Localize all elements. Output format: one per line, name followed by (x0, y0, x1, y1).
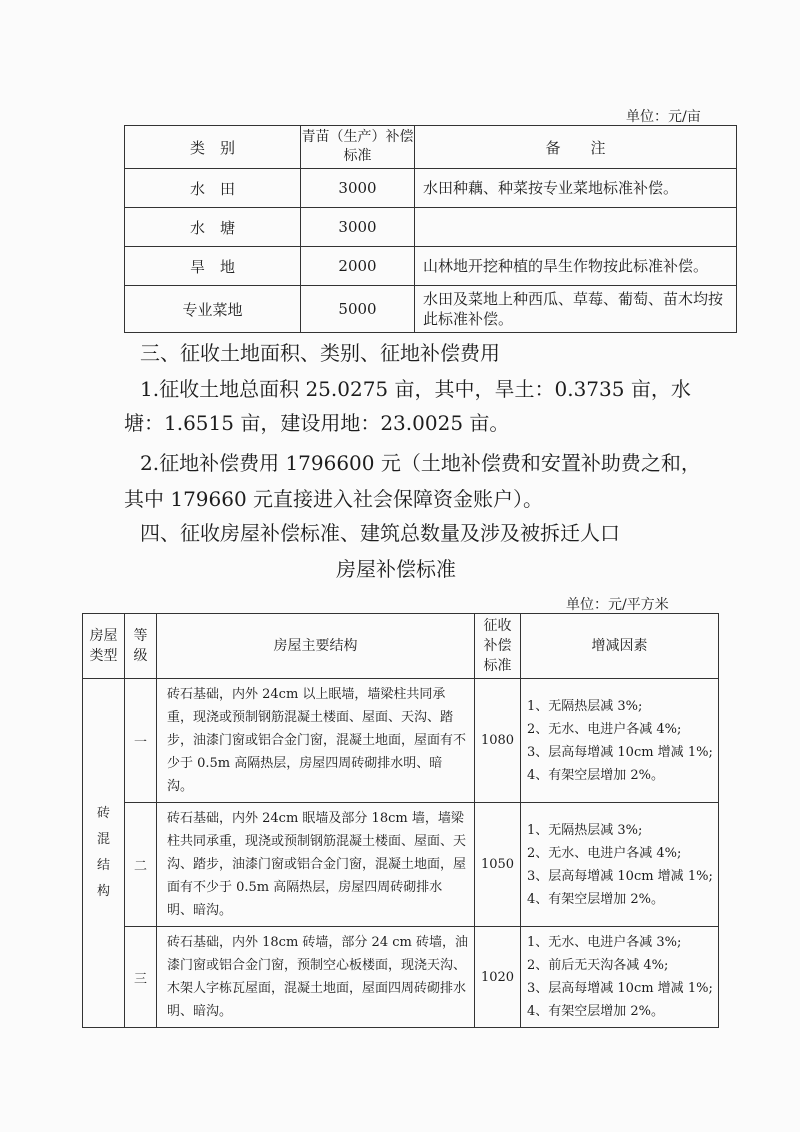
table-row (83, 927, 719, 1028)
unit-label-house: 单位：元/平方米 (566, 597, 669, 613)
factor-item: 1、无隔热层减 3%; (527, 822, 643, 838)
header-type: 类 别 (125, 126, 301, 169)
category-cell: 砖混结构 (83, 679, 125, 1028)
header-structure: 房屋主要结构 (157, 614, 475, 679)
land-compensation-table (124, 125, 737, 333)
cell-structure: 砖石基础，内外 18cm 砖墙，部分 24 cm 砖墙，油漆门窗或铝合金门窗，预制空心板楼面，现浇天沟、木架人字栋瓦屋面，混凝土地面，屋面四周砖砌排水明、暗沟。 (157, 927, 475, 1028)
factor-item: 2、无水、电进户各减 4%; (527, 845, 682, 861)
factor-item: 3、层高每增减 10cm 增减 1%; (527, 744, 713, 760)
cell-grade: 二 (125, 803, 157, 927)
header-factors: 增减因素 (521, 614, 719, 679)
paragraph-1-line-2: 塘：1.6515 亩，建设用地：23.0025 亩。 (124, 411, 510, 435)
header-note: 备 注 (415, 126, 737, 169)
cell-note: 水田种藕、种菜按专业菜地标准补偿。 (415, 169, 737, 208)
cell-standard: 5000 (301, 286, 415, 333)
factor-item: 4、有架空层增加 2%。 (527, 767, 665, 783)
factor-item: 1、无隔热层减 3%; (527, 698, 643, 714)
table-row (125, 169, 737, 208)
factor-item: 3、层高每增减 10cm 增减 1%; (527, 868, 713, 884)
header-standard: 青苗（生产）补偿标准 (301, 126, 415, 169)
cell-standard: 1050 (475, 803, 521, 927)
cell-grade: 一 (125, 679, 157, 803)
factor-item: 4、有架空层增加 2%。 (527, 1004, 665, 1019)
table-row (125, 286, 737, 333)
cell-note (415, 208, 737, 247)
cell-standard: 2000 (301, 247, 415, 286)
cell-structure: 砖石基础，内外 24cm 眠墙及部分 18cm 墙，墙梁柱共同承重，现浇或预制钢筋混凝土楼面、屋面、天沟、踏步，油漆门窗或铝合金门窗，混凝土地面，屋面有不少于 0.5m 高隔热层，房屋四周砖砌排水明、暗沟。 (157, 803, 475, 927)
cell-type: 旱 地 (125, 247, 301, 286)
cell-factors (521, 679, 719, 803)
cell-structure: 砖石基础，内外 24cm 以上眠墙，墙梁柱共同承重，现浇或预制钢筋混凝土楼面、屋面、天沟、踏步，油漆门窗或铝合金门窗，混凝土地面，屋面有不少于 0.5m 高隔热层，房屋四周砖砌排水明、暗沟。 (157, 679, 475, 803)
cell-standard: 1020 (475, 927, 521, 1028)
cell-standard: 3000 (301, 208, 415, 247)
factor-item: 2、前后无天沟各减 4%; (527, 958, 669, 973)
table-row (125, 247, 737, 286)
unit-label-land: 单位：元/亩 (626, 109, 701, 125)
header-grade: 等级 (125, 614, 157, 679)
cell-factors (521, 803, 719, 927)
factor-item: 2、无水、电进户各减 4%; (527, 721, 682, 737)
cell-standard: 1080 (475, 679, 521, 803)
table-row (125, 208, 737, 247)
factor-item: 4、有架空层增加 2%。 (527, 891, 665, 907)
paragraph-1-line-1: 1.征收土地总面积 25.0275 亩，其中，旱土：0.3735 亩，水 (140, 377, 691, 401)
cell-note: 水田及菜地上种西瓜、草莓、葡萄、苗木均按此标准补偿。 (415, 286, 737, 333)
header-standard: 征收补偿标准 (475, 614, 521, 679)
section-4-heading: 四、征收房屋补偿标准、建筑总数量及涉及被拆迁人口 (140, 521, 620, 545)
table-row (83, 803, 719, 927)
paragraph-2-line-2: 其中 179660 元直接进入社会保障资金账户）。 (124, 487, 544, 511)
section-3-heading: 三、征收土地面积、类别、征地补偿费用 (140, 341, 500, 365)
header-house-type: 房屋类型 (83, 614, 125, 679)
factor-item: 1、无水、电进户各减 3%; (527, 935, 682, 950)
cell-grade: 三 (125, 927, 157, 1028)
table-header-row (125, 126, 737, 169)
cell-type: 水 塘 (125, 208, 301, 247)
house-compensation-table (82, 613, 719, 1028)
factor-item: 3、层高每增减 10cm 增减 1%; (527, 981, 713, 996)
cell-factors (521, 927, 719, 1028)
cell-standard: 3000 (301, 169, 415, 208)
paragraph-2-line-1: 2.征地补偿费用 1796600 元（土地补偿费和安置补助费之和， (140, 451, 701, 475)
cell-type: 专业菜地 (125, 286, 301, 333)
table-header-row (83, 614, 719, 679)
cell-type: 水 田 (125, 169, 301, 208)
cell-note: 山林地开挖种植的旱生作物按此标准补偿。 (415, 247, 737, 286)
table-row (83, 679, 719, 803)
house-table-title: 房屋补偿标准 (336, 557, 456, 581)
